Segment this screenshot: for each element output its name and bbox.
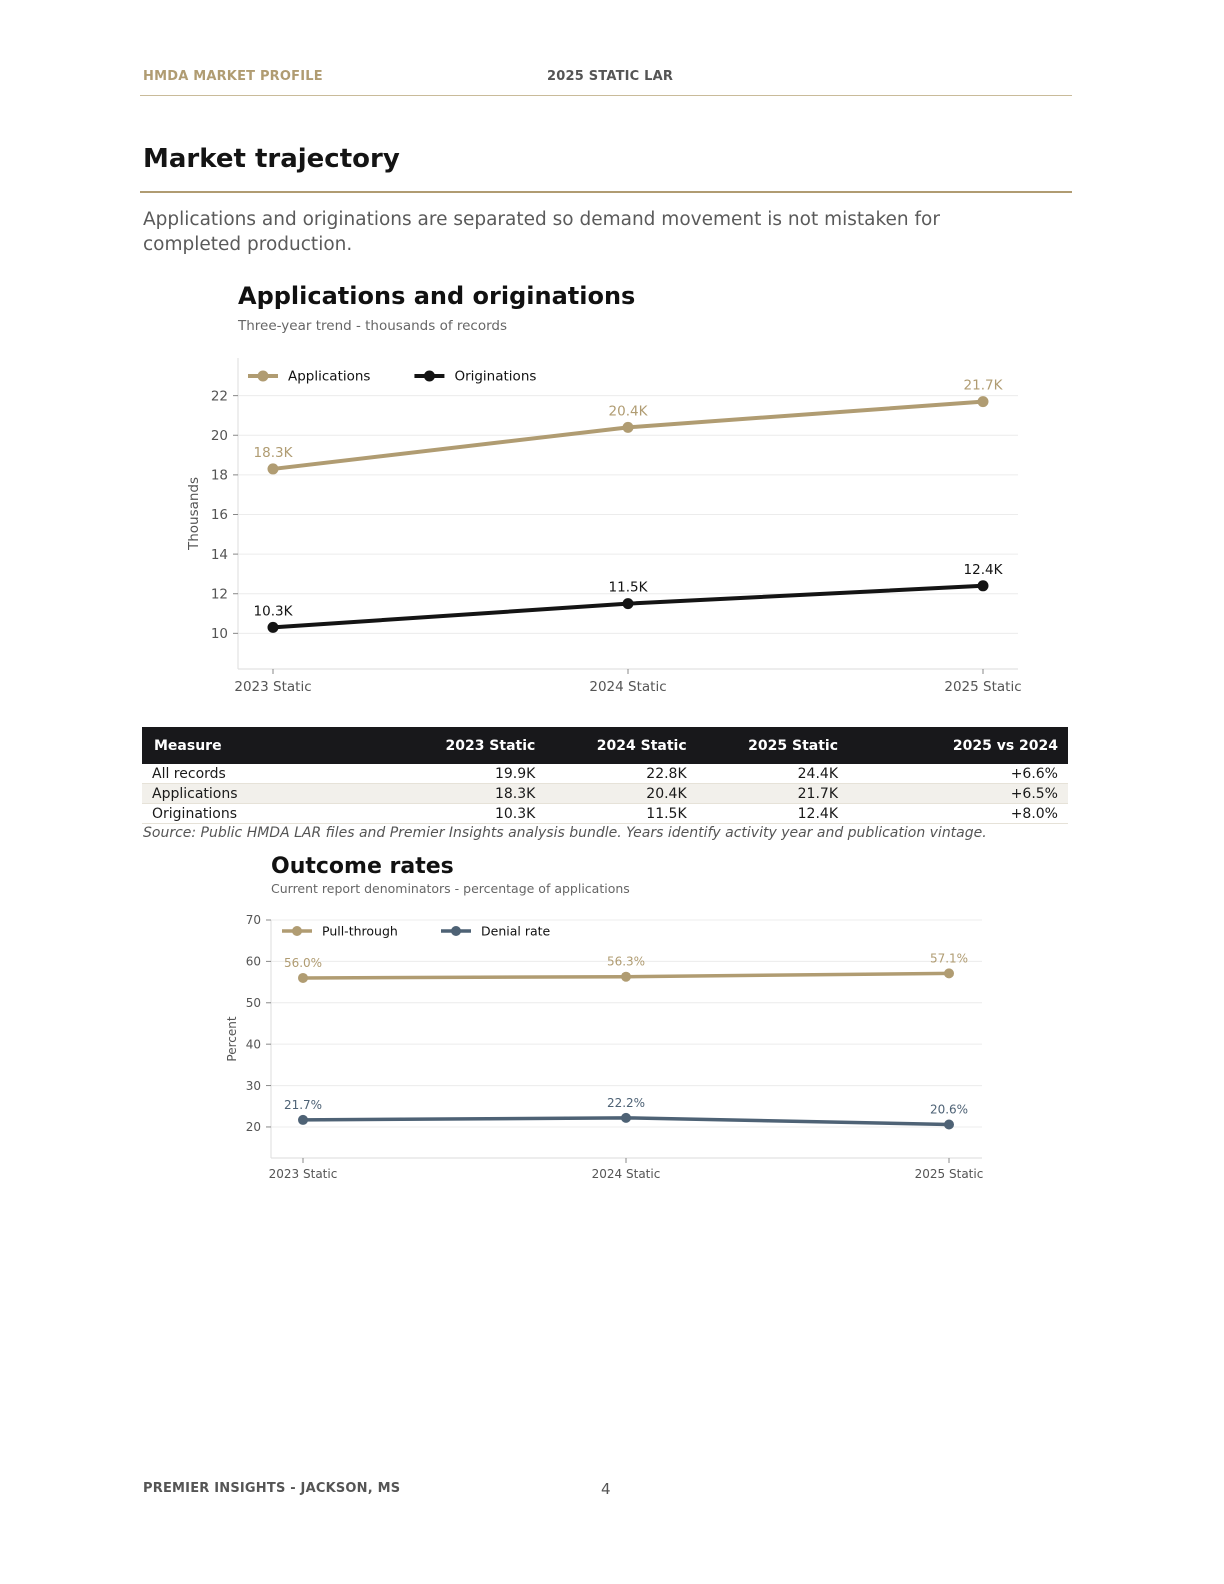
- data-label: 22.2%: [606, 1095, 646, 1110]
- page-number: 4: [601, 1480, 611, 1498]
- data-label: 11.5K: [608, 579, 648, 596]
- table-cell: 11.5K: [545, 804, 696, 824]
- x-tick-label: 2023 Static: [268, 1167, 338, 1181]
- table-row: [142, 804, 1068, 824]
- y-tick-label: 20: [245, 1120, 261, 1135]
- data-point: [623, 598, 634, 609]
- table-cell: 20.4K: [545, 784, 696, 804]
- chart-title: Outcome rates: [271, 854, 454, 879]
- data-point: [944, 1119, 954, 1129]
- data-label: 18.3K: [253, 444, 293, 461]
- data-label: 21.7%: [283, 1097, 323, 1112]
- section-intro: Applications and originations are separated so demand movement is not mistaken for completed production.: [143, 209, 940, 255]
- data-label: 20.6%: [929, 1102, 969, 1117]
- data-point: [944, 968, 954, 978]
- table-row: [142, 764, 1068, 784]
- data-label: 20.4K: [608, 403, 648, 420]
- data-point: [621, 972, 631, 982]
- y-tick-label: 60: [245, 954, 261, 969]
- y-tick-label: 14: [210, 546, 228, 563]
- y-axis-label: Percent: [225, 1016, 239, 1062]
- legend-label: Originations: [454, 368, 537, 385]
- table-cell: Applications: [142, 784, 394, 804]
- table-row: [142, 784, 1068, 804]
- data-point: [978, 580, 989, 591]
- y-tick-label: 40: [245, 1037, 261, 1052]
- chart-subtitle: Three-year trend - thousands of records: [238, 318, 508, 334]
- data-point: [978, 396, 989, 407]
- source-note: Source: Public HMDA LAR files and Premier Insights analysis bundle. Years identify activity year and publication vintage.: [143, 825, 987, 841]
- y-tick-label: 18: [210, 467, 228, 484]
- table-cell: All records: [142, 764, 394, 784]
- table-cell: Originations: [142, 804, 394, 824]
- table-cell: +8.0%: [848, 804, 1068, 824]
- table-header-row: [142, 727, 1068, 764]
- data-label: 56.0%: [283, 955, 323, 970]
- report-header-vintage: 2025 STATIC LAR: [547, 69, 674, 84]
- data-label: 57.1%: [929, 951, 969, 966]
- y-tick-label: 70: [245, 913, 261, 928]
- y-axis-label: Thousands: [186, 476, 202, 551]
- y-tick-label: 30: [245, 1078, 261, 1093]
- x-tick-label: 2024 Static: [591, 1167, 661, 1181]
- legend-marker: [292, 926, 302, 936]
- column-header: 2025 Static: [697, 727, 848, 764]
- data-point: [623, 422, 634, 433]
- table-cell: 19.9K: [394, 764, 545, 784]
- y-tick-label: 22: [210, 388, 228, 405]
- data-point: [298, 973, 308, 983]
- chart-title: Applications and originations: [238, 282, 636, 310]
- y-tick-label: 16: [210, 507, 228, 524]
- table-cell: +6.6%: [848, 764, 1068, 784]
- table-cell: 12.4K: [697, 804, 848, 824]
- data-label: 56.3%: [606, 954, 646, 969]
- table-cell: 18.3K: [394, 784, 545, 804]
- data-point: [268, 463, 279, 474]
- section-title: Market trajectory: [143, 144, 400, 174]
- table-cell: 22.8K: [545, 764, 696, 784]
- trend-table: [142, 727, 1068, 824]
- column-header: Measure: [142, 727, 394, 764]
- column-header: 2025 vs 2024: [848, 727, 1068, 764]
- applications-originations-chart: [180, 276, 1040, 706]
- data-point: [298, 1115, 308, 1125]
- table-cell: +6.5%: [848, 784, 1068, 804]
- y-tick-label: 12: [210, 586, 228, 603]
- header-divider: [140, 95, 1072, 96]
- legend-marker: [424, 371, 435, 382]
- data-label: 21.7K: [963, 377, 1003, 394]
- column-header: 2023 Static: [394, 727, 545, 764]
- y-tick-label: 10: [210, 626, 228, 643]
- footer-company: PREMIER INSIGHTS - JACKSON, MS: [143, 1481, 401, 1496]
- y-tick-label: 50: [245, 995, 261, 1010]
- report-header-title: HMDA MARKET PROFILE: [143, 69, 323, 84]
- x-tick-label: 2025 Static: [944, 679, 1022, 695]
- data-point: [268, 622, 279, 633]
- table-cell: 10.3K: [394, 804, 545, 824]
- data-label: 10.3K: [253, 603, 293, 620]
- legend-label: Pull-through: [322, 923, 398, 939]
- legend-marker: [258, 371, 269, 382]
- x-tick-label: 2025 Static: [914, 1167, 984, 1181]
- outcome-rates-chart: [220, 845, 1010, 1190]
- table-cell: 24.4K: [697, 764, 848, 784]
- section-title-divider: [140, 191, 1072, 193]
- x-tick-label: 2023 Static: [234, 679, 312, 695]
- table-cell: 21.7K: [697, 784, 848, 804]
- x-tick-label: 2024 Static: [589, 679, 667, 695]
- legend-label: Denial rate: [481, 923, 551, 939]
- legend-marker: [451, 926, 461, 936]
- column-header: 2024 Static: [545, 727, 696, 764]
- chart-subtitle: Current report denominators - percentage of applications: [271, 881, 630, 896]
- data-label: 12.4K: [963, 561, 1003, 578]
- data-point: [621, 1113, 631, 1123]
- y-tick-label: 20: [210, 427, 228, 444]
- legend-label: Applications: [288, 368, 371, 385]
